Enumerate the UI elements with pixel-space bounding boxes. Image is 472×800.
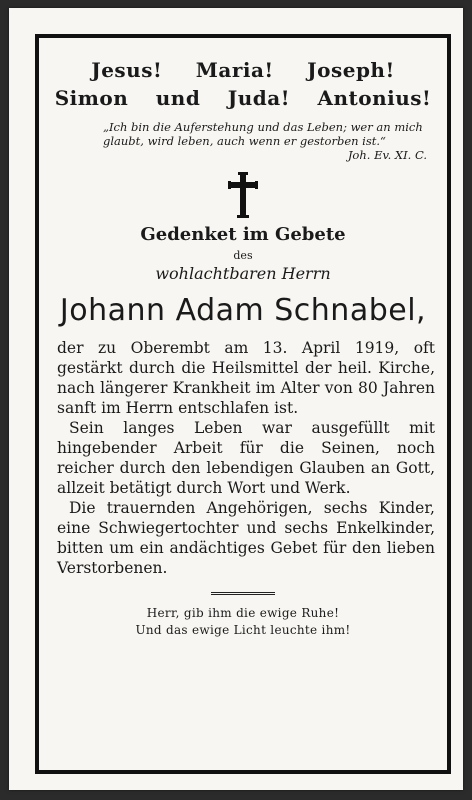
- saints-heading-line1: Jesus! Maria! Joseph!: [91, 58, 395, 82]
- obituary-paragraph-3: Die trauernden Angehörigen, sechs Kinder, eine Schwiegertochter und sechs Enkelkinder, bitten um ein andächtiges Gebet für den lieben Verstorbenen.: [57, 499, 435, 577]
- obituary-text: [57, 338, 435, 578]
- closing-line-2: Und das ewige Licht leuchte ihm!: [135, 623, 351, 637]
- des-label: des: [233, 249, 253, 262]
- closing-prayer: [39, 605, 447, 639]
- scripture-quote: „Ich bin die Auferstehung und das Leben; wer an mich glaubt, wird leben, auch wenn er gestorben ist.“: [103, 120, 423, 148]
- divider: [211, 592, 275, 597]
- scripture-reference: Joh. Ev. XI. C.: [347, 148, 427, 162]
- obituary-paragraph-2: Sein langes Leben war ausgefüllt mit hingebender Arbeit für die Seinen, noch reicher durch den lebendigen Glauben an Gott, allzeit betätigt durch Wort und Werk.: [57, 419, 435, 497]
- obituary-paragraph-1: der zu Oberembt am 13. April 1919, oft gestärkt durch die Heilsmittel der heil. Kirche, nach längerer Krankheit im Alter von 80 Jahren sanft im Herrn entschlafen ist.: [57, 339, 435, 417]
- memorial-card: [9, 8, 463, 790]
- deceased-name: Johann Adam Schnabel,: [59, 293, 427, 328]
- closing-line-1: Herr, gib ihm die ewige Ruhe!: [146, 606, 340, 620]
- card-content: [39, 48, 447, 639]
- latin-cross-icon: [228, 172, 258, 218]
- cross-icon: [39, 172, 447, 218]
- gedenket-heading: Gedenket im Gebete: [140, 224, 346, 245]
- honorific-title: wohlachtbaren Herrn: [155, 264, 331, 283]
- saints-heading-line2: Simon und Juda! Antonius!: [54, 86, 432, 110]
